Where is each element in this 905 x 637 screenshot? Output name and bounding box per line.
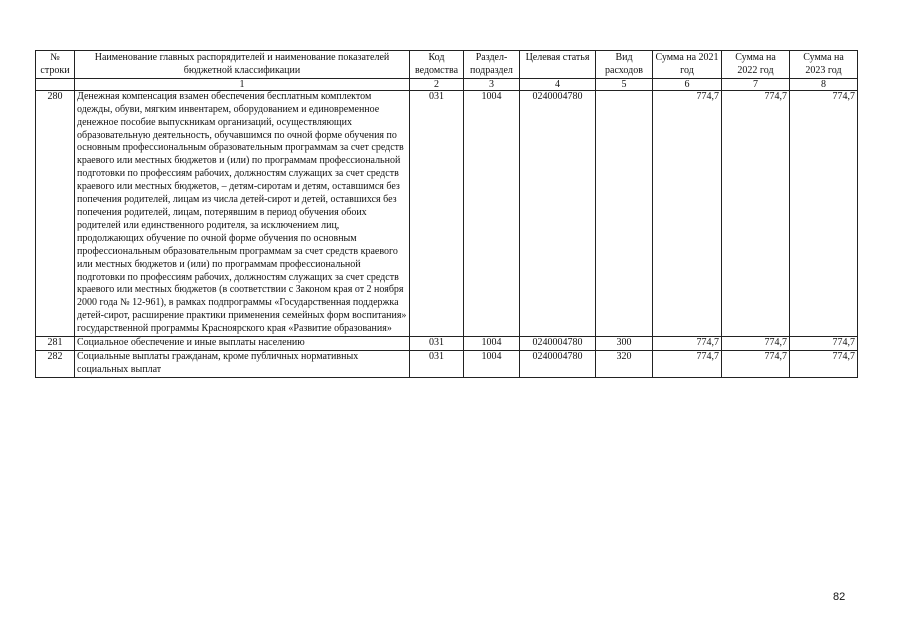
column-number: 2 (410, 78, 464, 90)
row-target-article: 0240004780 (520, 90, 596, 336)
row-dept-code: 031 (410, 337, 464, 351)
header-target-article: Целевая статья (520, 51, 596, 79)
header-sum-2021: Сумма на 2021 год (653, 51, 722, 79)
table-row (36, 337, 858, 351)
column-number: 8 (790, 78, 858, 90)
row-sum-2022: 774,7 (722, 90, 790, 336)
row-sum-2023: 774,7 (790, 350, 858, 377)
row-expense-type: 300 (596, 337, 653, 351)
row-number: 280 (36, 90, 75, 336)
page-number: 82 (833, 591, 846, 603)
budget-table (35, 50, 858, 378)
row-expense-type (596, 90, 653, 336)
table-row (36, 90, 858, 336)
row-name: Социальные выплаты гражданам, кроме публичных нормативных социальных выплат (75, 350, 410, 377)
header-dept-code: Код ведомства (410, 51, 464, 79)
row-sum-2023: 774,7 (790, 90, 858, 336)
row-sum-2022: 774,7 (722, 337, 790, 351)
row-sum-2023: 774,7 (790, 337, 858, 351)
header-expense-type: Вид расходов (596, 51, 653, 79)
row-section: 1004 (464, 90, 520, 336)
row-number: 282 (36, 350, 75, 377)
header-sum-2022: Сумма на 2022 год (722, 51, 790, 79)
header-section: Раздел-подраздел (464, 51, 520, 79)
row-name: Социальное обеспечение и иные выплаты населению (75, 337, 410, 351)
header-row-number: № строки (36, 51, 75, 79)
row-section: 1004 (464, 350, 520, 377)
header-row (36, 51, 858, 79)
row-section: 1004 (464, 337, 520, 351)
column-number: 5 (596, 78, 653, 90)
row-sum-2021: 774,7 (653, 337, 722, 351)
row-name: Денежная компенсация взамен обеспечения бесплатным комплектом одежды, обуви, мягким инвентарем, оборудованием и единовременное денежное пособие выпускникам организаций, осуществляющих образовательную деятельность, обучавшимся по очной форме обучения по основным профессиональным образовательным программам за счет средств краевого или местных бюджетов и (или) по программам профессиональной подготовки по профессиям рабочих, должностям служащих за счет средств краевого или местных бюджетов, – детям-сиротам и детям, оставшимся без попечения родителей, лицам из числа детей-сирот и детей, оставшихся без попечения родителей, лицам, потерявшим в период обучения обоих родителей или единственного родителя, за исключением лиц, продолжающих обучение по очной форме обучения по основным профессиональным образовательным программам за счет средств краевого или местных бюджетов и (или) по программам профессиональной подготовки по профессиям рабочих, должностям служащих за счет средств краевого или местных бюджетов (в соответствии с Законом края от 2 ноября 2000 года № 12-961), в рамках подпрограммы «Государственная поддержка детей-сирот, расширение практики применения семейных форм воспитания» государственной программы Красноярского края «Развитие образования» (75, 90, 410, 336)
row-sum-2022: 774,7 (722, 350, 790, 377)
row-target-article: 0240004780 (520, 337, 596, 351)
row-target-article: 0240004780 (520, 350, 596, 377)
row-sum-2021: 774,7 (653, 350, 722, 377)
row-number: 281 (36, 337, 75, 351)
column-number: 6 (653, 78, 722, 90)
column-number: 1 (75, 78, 410, 90)
row-sum-2021: 774,7 (653, 90, 722, 336)
column-number-blank (36, 78, 75, 90)
column-number: 7 (722, 78, 790, 90)
column-number: 3 (464, 78, 520, 90)
table-row (36, 350, 858, 377)
row-dept-code: 031 (410, 350, 464, 377)
row-dept-code: 031 (410, 90, 464, 336)
header-name: Наименование главных распорядителей и наименование показателей бюджетной классификации (75, 51, 410, 79)
column-number-row (36, 78, 858, 90)
row-expense-type: 320 (596, 350, 653, 377)
header-sum-2023: Сумма на 2023 год (790, 51, 858, 79)
column-number: 4 (520, 78, 596, 90)
